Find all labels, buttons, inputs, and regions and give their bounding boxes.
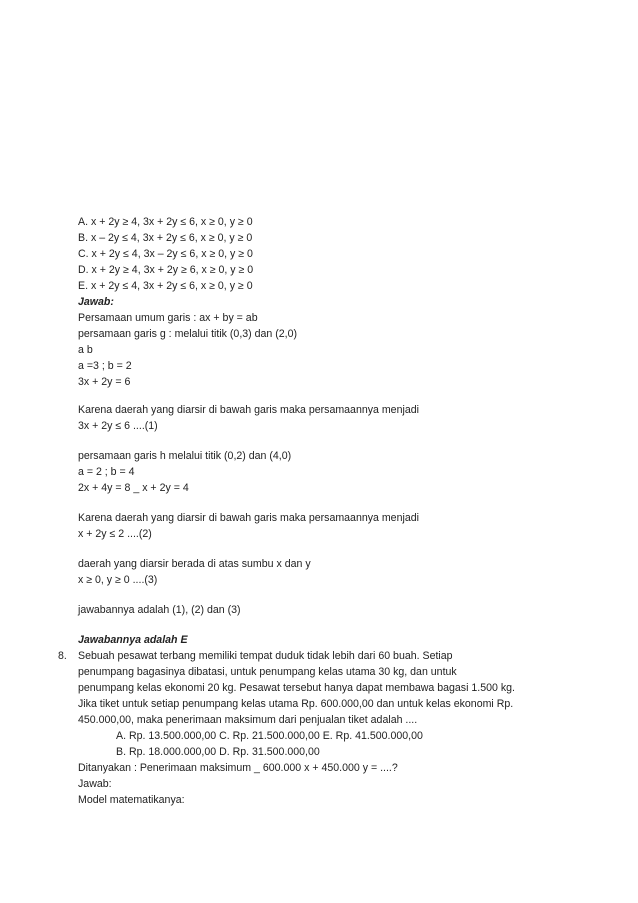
option-c: C. x + 2y ≤ 4, 3x – 2y ≤ 6, x ≥ 0, y ≥ 0 <box>78 248 253 260</box>
solution-line: persamaan garis g : melalui titik (0,3) dan (2,0) <box>78 328 298 340</box>
solution-line: x + 2y ≤ 2 ....(2) <box>78 528 152 540</box>
solution-line: persamaan garis h melalui titik (0,2) dan (4,0) <box>78 450 292 462</box>
question-number: 8. <box>58 650 67 662</box>
solution-line: 3x + 2y = 6 <box>78 376 131 388</box>
question-text: Jika tiket untuk setiap penumpang kelas utama Rp. 600.000,00 dan untuk kelas ekonomi Rp. <box>78 698 514 710</box>
solution-line: a = 2 ; b = 4 <box>78 466 135 478</box>
question-text: 450.000,00, maka penerimaan maksimum dari penjualan tiket adalah .... <box>78 714 418 726</box>
option-b: B. x – 2y ≤ 4, 3x + 2y ≤ 6, x ≥ 0, y ≥ 0 <box>78 232 253 244</box>
option-e: E. x + 2y ≤ 4, 3x + 2y ≤ 6, x ≥ 0, y ≥ 0 <box>78 280 253 292</box>
solution-line: a =3 ; b = 2 <box>78 360 132 372</box>
option-a: A. x + 2y ≥ 4, 3x + 2y ≤ 6, x ≥ 0, y ≥ 0 <box>78 216 253 228</box>
ditanyakan-line: Ditanyakan : Penerimaan maksimum _ 600.000 x + 450.000 y = ....? <box>78 762 398 774</box>
solution-line: 3x + 2y ≤ 6 ....(1) <box>78 420 158 432</box>
model-line: Model matematikanya: <box>78 794 185 806</box>
answer-line: Jawabannya adalah E <box>78 634 188 646</box>
question-text: Sebuah pesawat terbang memiliki tempat duduk tidak lebih dari 60 buah. Setiap <box>78 650 453 662</box>
solution-line: Persamaan umum garis : ax + by = ab <box>78 312 258 324</box>
solution-line: jawabannya adalah (1), (2) dan (3) <box>78 604 241 616</box>
solution-line: x ≥ 0, y ≥ 0 ....(3) <box>78 574 158 586</box>
solution-line: a b <box>78 344 93 356</box>
jawab-label: Jawab: <box>78 296 114 308</box>
option-d: D. x + 2y ≥ 4, 3x + 2y ≥ 6, x ≥ 0, y ≥ 0 <box>78 264 254 276</box>
question-text: penumpang bagasinya dibatasi, untuk penumpang kelas utama 30 kg, dan untuk <box>78 666 457 678</box>
jawab-line: Jawab: <box>78 778 112 790</box>
solution-line: 2x + 4y = 8 _ x + 2y = 4 <box>78 482 189 494</box>
solution-line: Karena daerah yang diarsir di bawah garis maka persamaannya menjadi <box>78 404 419 416</box>
solution-line: Karena daerah yang diarsir di bawah garis maka persamaannya menjadi <box>78 512 419 524</box>
question-options: B. Rp. 18.000.000,00 D. Rp. 31.500.000,00 <box>116 746 320 758</box>
solution-line: daerah yang diarsir berada di atas sumbu x dan y <box>78 558 311 570</box>
question-options: A. Rp. 13.500.000,00 C. Rp. 21.500.000,00 E. Rp. 41.500.000,00 <box>116 730 423 742</box>
question-text: penumpang kelas ekonomi 20 kg. Pesawat tersebut hanya dapat membawa bagasi 1.500 kg. <box>78 682 515 694</box>
